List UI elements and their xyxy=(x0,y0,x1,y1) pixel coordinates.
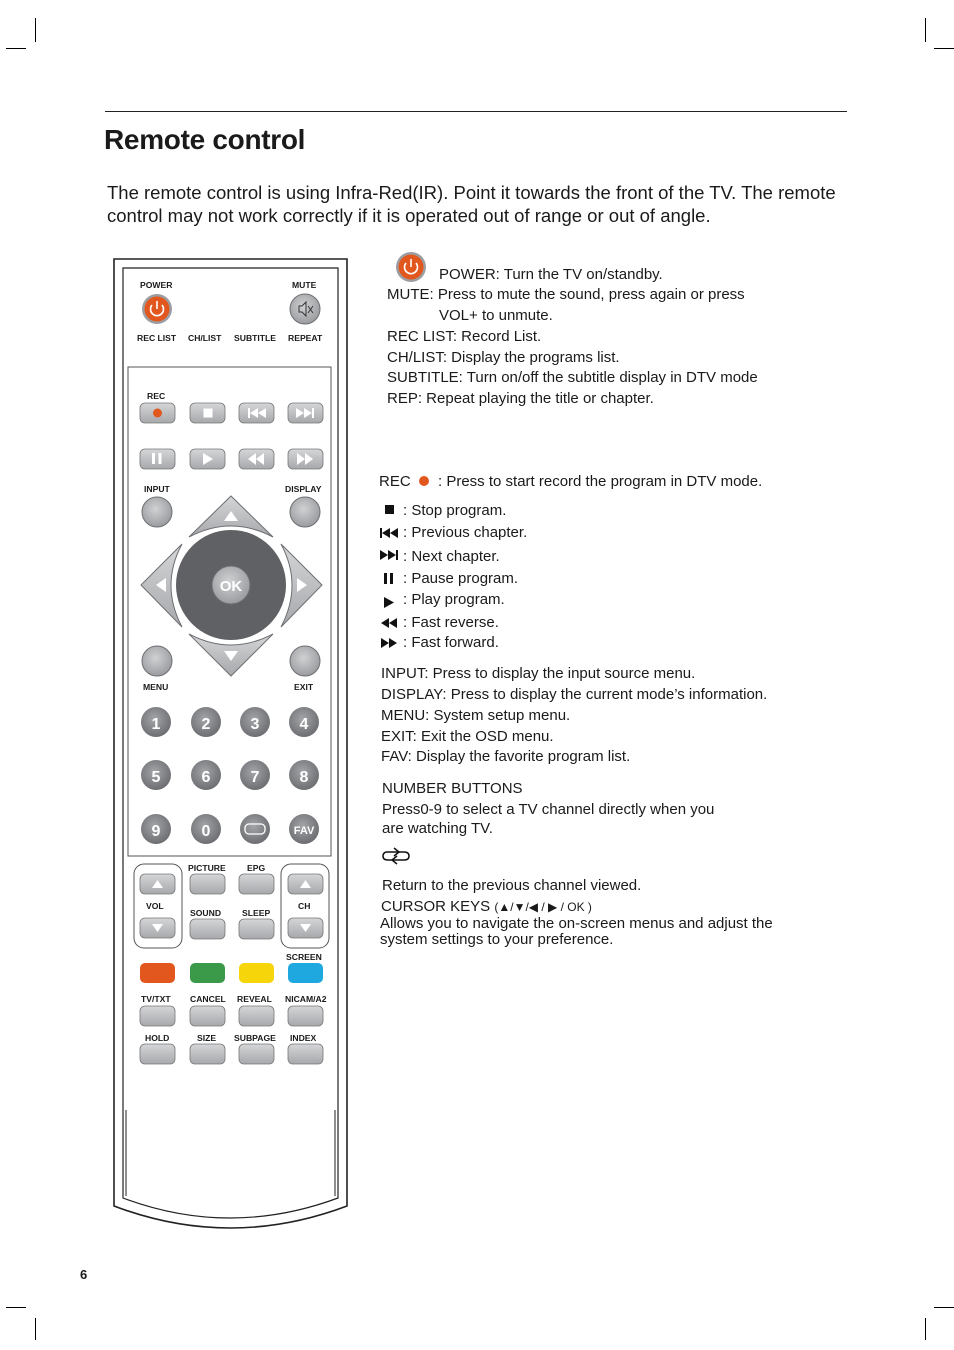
sound-button[interactable] xyxy=(190,919,225,939)
input-description: INPUT: Press to display the input source menu. xyxy=(381,665,696,682)
vol-down-button[interactable] xyxy=(140,918,175,938)
picture-label: PICTURE xyxy=(188,863,226,873)
crop-mark xyxy=(934,1307,954,1308)
fast-reverse-icon xyxy=(381,618,397,628)
display-button[interactable] xyxy=(290,497,320,527)
crop-mark xyxy=(934,48,954,49)
number-label: 1 xyxy=(151,716,161,733)
tvtxt-button[interactable] xyxy=(140,1006,175,1026)
cursor-keys-description-cont: system settings to your preference. xyxy=(380,931,614,948)
red-button[interactable] xyxy=(140,963,175,983)
rec-description-label: REC xyxy=(379,473,411,490)
number-label: 8 xyxy=(299,769,309,786)
fast-forward-description: : Fast forward. xyxy=(403,634,499,651)
crop-mark xyxy=(35,1318,36,1340)
reveal-button[interactable] xyxy=(239,1006,274,1026)
size-label: SIZE xyxy=(197,1033,217,1043)
tvtxt-label: TV/TXT xyxy=(141,994,171,1004)
epg-button[interactable] xyxy=(239,874,274,894)
page-title: Remote control xyxy=(104,124,306,155)
menu-label: MENU xyxy=(143,682,169,692)
menu-button[interactable] xyxy=(142,646,172,676)
page-number: 6 xyxy=(80,1267,88,1282)
hold-label: HOLD xyxy=(145,1033,170,1043)
previous-chapter-description: : Previous chapter. xyxy=(403,524,528,541)
power-description: POWER: Turn the TV on/standby. xyxy=(439,266,663,283)
crop-mark xyxy=(6,1307,26,1308)
screen-label: SCREEN xyxy=(286,952,322,962)
number-button-8[interactable] xyxy=(289,760,319,790)
display-label: DISPLAY xyxy=(285,484,322,494)
mute-description-cont: VOL+ to unmute. xyxy=(439,307,553,324)
sound-label: SOUND xyxy=(190,908,222,918)
number-button-9[interactable] xyxy=(141,814,171,844)
nicam-button[interactable] xyxy=(288,1006,323,1026)
number-label: 6 xyxy=(201,769,211,786)
number-button-5[interactable] xyxy=(141,760,171,790)
number-button-3[interactable] xyxy=(240,707,270,737)
ch-up-button[interactable] xyxy=(288,874,323,894)
display-description: DISPLAY: Press to display the current mode’s information. xyxy=(381,686,768,703)
fav-button[interactable] xyxy=(289,814,319,844)
index-label: INDEX xyxy=(290,1033,317,1043)
number-button-0[interactable] xyxy=(191,814,221,844)
fast-forward-icon xyxy=(381,638,397,648)
yellow-button[interactable] xyxy=(239,963,274,983)
number-button-7[interactable] xyxy=(240,760,270,790)
index-button[interactable] xyxy=(288,1044,323,1064)
cursor-keys-title: CURSOR KEYS xyxy=(381,898,491,915)
number-buttons-heading: NUMBER BUTTONS xyxy=(382,780,523,797)
cancel-button[interactable] xyxy=(190,1006,225,1026)
rec-button[interactable] xyxy=(140,403,175,423)
power-icon xyxy=(395,251,427,283)
number-button-6[interactable] xyxy=(191,760,221,790)
sleep-button[interactable] xyxy=(239,919,274,939)
mute-button[interactable] xyxy=(290,294,320,324)
reveal-label: REVEAL xyxy=(237,994,272,1004)
exit-button[interactable] xyxy=(290,646,320,676)
number-label: 3 xyxy=(250,716,260,733)
ok-button[interactable] xyxy=(212,566,250,604)
number-label: 7 xyxy=(250,769,260,786)
stop-description: : Stop program. xyxy=(403,502,507,519)
hold-button[interactable] xyxy=(140,1044,175,1064)
ch-down-button[interactable] xyxy=(288,918,323,938)
fast-forward-button[interactable] xyxy=(288,449,323,469)
mute-label: MUTE xyxy=(292,280,317,290)
crop-mark xyxy=(925,18,926,42)
rec-list-description: REC LIST: Record List. xyxy=(387,328,542,345)
play-button[interactable] xyxy=(190,449,225,469)
pause-button[interactable] xyxy=(140,449,175,469)
cursor-keys-description: Allows you to navigate the on-screen menus and adjust the xyxy=(380,915,773,932)
vol-label: VOL xyxy=(146,901,164,911)
input-label: INPUT xyxy=(144,484,170,494)
recall-description: Return to the previous channel viewed. xyxy=(382,877,642,894)
number-button-2[interactable] xyxy=(191,707,221,737)
green-button[interactable] xyxy=(190,963,225,983)
number-label: 4 xyxy=(299,716,309,733)
fast-reverse-button[interactable] xyxy=(239,449,274,469)
pause-icon xyxy=(384,573,394,584)
number-buttons-description: Press0-9 to select a TV channel directly when you xyxy=(382,801,715,818)
vol-up-button[interactable] xyxy=(140,874,175,894)
picture-button[interactable] xyxy=(190,874,225,894)
number-button-4[interactable] xyxy=(289,707,319,737)
exit-label: EXIT xyxy=(294,682,314,692)
next-chapter-button[interactable] xyxy=(288,403,323,423)
subtitle-description: SUBTITLE: Turn on/off the subtitle display in DTV mode xyxy=(387,369,758,386)
next-chapter-icon xyxy=(380,549,398,561)
previous-chapter-icon xyxy=(380,527,398,539)
repeat-description: REP: Repeat playing the title or chapter. xyxy=(387,390,654,407)
rec-dot-icon xyxy=(419,476,429,486)
number-label: 2 xyxy=(201,716,211,733)
input-button[interactable] xyxy=(142,497,172,527)
intro-paragraph: The remote control is using Infra-Red(IR). Point it towards the front of the TV. The remote control may not work correctly if it is operated out of range or out of angle. xyxy=(107,182,836,226)
pause-description: : Pause program. xyxy=(403,570,519,587)
subpage-label: SUBPAGE xyxy=(234,1033,276,1043)
fav-label: FAV xyxy=(293,825,315,837)
play-icon xyxy=(384,597,394,608)
crop-mark xyxy=(925,1318,926,1340)
stop-button[interactable] xyxy=(190,403,225,423)
mute-description: MUTE: Press to mute the sound, press again or press xyxy=(387,286,745,303)
epg-label: EPG xyxy=(247,863,266,873)
ok-label: OK xyxy=(219,578,243,595)
rec-list-label: REC LIST xyxy=(137,333,177,343)
cursor-keys-heading xyxy=(381,897,592,917)
rec-label: REC xyxy=(147,391,166,401)
ch-list-label: CH/LIST xyxy=(188,333,222,343)
rec-description: : Press to start record the program in DTV mode. xyxy=(438,473,763,490)
blue-button[interactable] xyxy=(288,963,323,983)
recall-icon xyxy=(380,845,412,867)
nicam-label: NICAM/A2 xyxy=(285,994,327,1004)
number-label: 5 xyxy=(151,769,161,786)
next-chapter-description: : Next chapter. xyxy=(403,548,500,565)
number-label: 0 xyxy=(201,823,211,840)
remote-illustration xyxy=(0,0,360,1250)
recall-button[interactable] xyxy=(240,814,270,844)
play-description: : Play program. xyxy=(403,591,505,608)
cancel-label: CANCEL xyxy=(190,994,226,1004)
previous-chapter-button[interactable] xyxy=(239,403,274,423)
fast-reverse-description: : Fast reverse. xyxy=(403,614,499,631)
number-button-1[interactable] xyxy=(141,707,171,737)
repeat-label: REPEAT xyxy=(288,333,323,343)
power-button[interactable] xyxy=(142,294,172,324)
stop-icon xyxy=(385,505,394,514)
exit-description: EXIT: Exit the OSD menu. xyxy=(381,728,554,745)
subpage-button[interactable] xyxy=(239,1044,274,1064)
number-label: 9 xyxy=(151,823,161,840)
size-button[interactable] xyxy=(190,1044,225,1064)
sleep-label: SLEEP xyxy=(242,908,271,918)
fav-description: FAV: Display the favorite program list. xyxy=(381,748,631,765)
ch-list-description: CH/LIST: Display the programs list. xyxy=(387,349,620,366)
subtitle-label: SUBTITLE xyxy=(234,333,277,343)
menu-description: MENU: System setup menu. xyxy=(381,707,571,724)
number-buttons-description-cont: are watching TV. xyxy=(382,820,493,837)
ch-label: CH xyxy=(298,901,311,911)
power-label: POWER xyxy=(140,280,173,290)
cursor-keys-symbols: (▲/▼/◀ / ▶ / OK ) xyxy=(494,900,592,914)
